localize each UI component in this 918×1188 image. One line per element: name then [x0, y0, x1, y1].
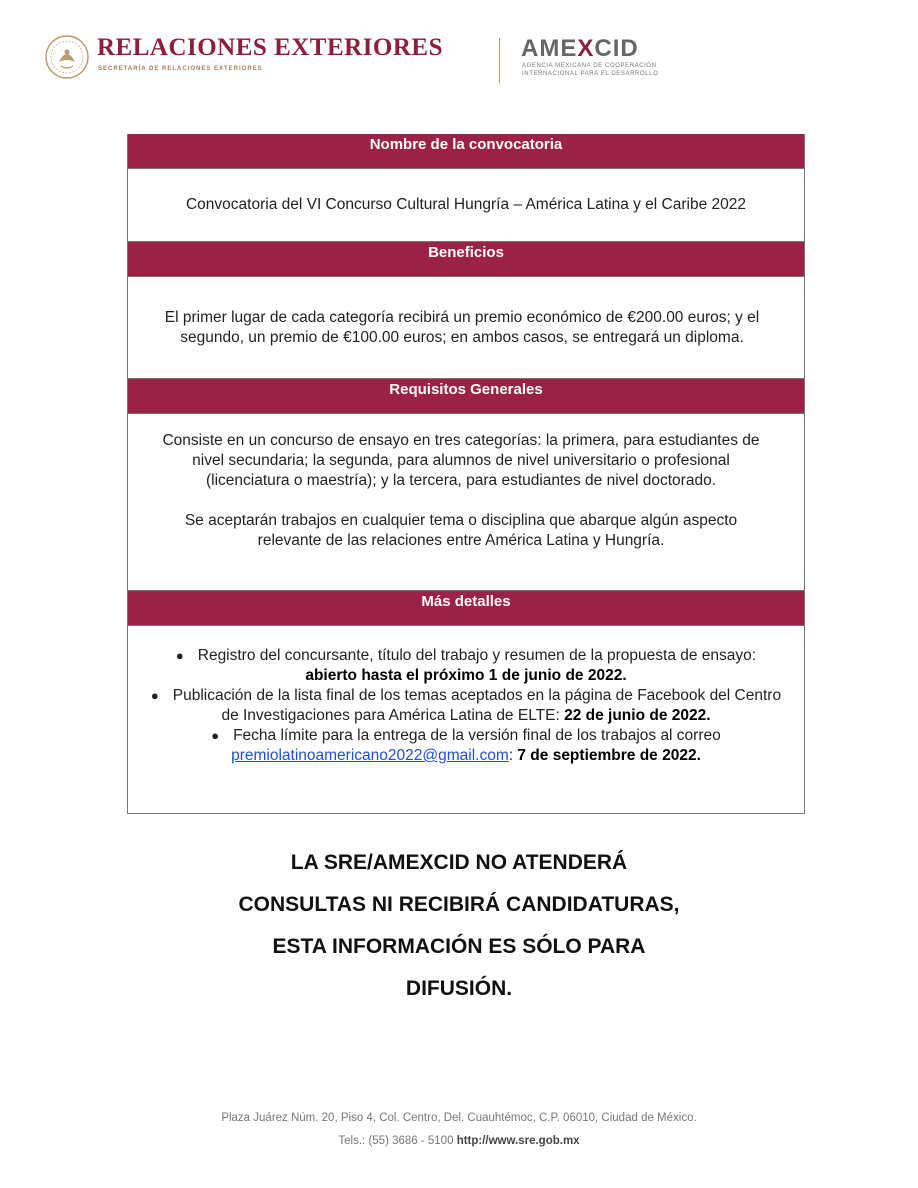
detalle-text: Publicación de la lista final de los temas aceptados en la página de Facebook del Centro de Investigaciones para América Latina de ELTE: [172, 687, 782, 724]
bullet-icon: ● [211, 728, 220, 743]
amexcid-logo-x: X [577, 35, 595, 62]
convocatoria-name: Convocatoria del VI Concurso Cultural Hungría – América Latina y el Caribe 2022 [185, 196, 747, 213]
letterhead [44, 30, 684, 86]
section-header-beneficios: Beneficios [128, 242, 804, 276]
footer [100, 1112, 818, 1147]
requisitos-paragraph-2: Se aceptarán trabajos en cualquier tema o disciplina que abarque algún aspecto relevante de las relaciones entre América Latina y Hungría. [184, 512, 738, 549]
amexcid-logo-prefix: AME [521, 35, 578, 62]
amexcid-logo-suffix: CID [594, 35, 639, 62]
sre-title: RELACIONES EXTERIORES [97, 34, 444, 61]
footer-url[interactable]: http://www.sre.gob.mx [456, 1135, 580, 1147]
footer-contact [100, 1135, 818, 1147]
notice-line-3: ESTA INFORMACIÓN ES SÓLO PARA [272, 935, 646, 958]
detalle-date: abierto hasta el próximo 1 de junio de 2022. [305, 667, 627, 684]
amexcid-logo [521, 35, 639, 63]
list-item [148, 726, 784, 766]
detalle-separator: : [508, 747, 518, 764]
notice-line-1: LA SRE/AMEXCID NO ATENDERÁ [290, 851, 628, 874]
section-header-nombre: Nombre de la convocatoria [128, 134, 804, 168]
section-body-beneficios [128, 276, 804, 379]
footer-phone: Tels.: (55) 3686 - 5100 [338, 1135, 454, 1147]
amexcid-subtitle-line1: AGENCIA MEXICANA DE COOPERACIÓN [522, 63, 657, 69]
section-header-requisitos: Requisitos Generales [128, 379, 804, 413]
detalle-text: Fecha límite para la entrega de la versión final de los trabajos al correo [233, 727, 721, 744]
email-link[interactable]: premiolatinoamericano2022@gmail.com [231, 747, 509, 764]
amexcid-subtitle [522, 63, 658, 78]
disclaimer-notice [150, 842, 768, 1010]
mexico-coat-of-arms-icon [44, 34, 90, 80]
header-divider [499, 38, 500, 83]
list-item [148, 646, 784, 686]
detalle-text: Registro del concursante, título del trabajo y resumen de la propuesta de ensayo: [197, 647, 757, 664]
detalle-date: 7 de septiembre de 2022. [517, 747, 701, 764]
bullet-icon: ● [175, 648, 184, 663]
beneficios-text: El primer lugar de cada categoría recibirá un premio económico de €200.00 euros; y el segundo, un premio de €100.00 euros; en ambos casos, se entregará un diploma. [164, 308, 760, 346]
section-body-detalles [128, 625, 804, 813]
footer-address: Plaza Juárez Núm. 20, Piso 4, Col. Centro, Del. Cuauhtémoc, C.P. 06010, Ciudad de México. [221, 1112, 697, 1124]
requisitos-paragraph-1: Consiste en un concurso de ensayo en tres categorías: la primera, para estudiantes de nivel secundaria; la segunda, para alumnos de nivel universitario o profesional (licenciatura o maestría); y la tercera, para estudiantes de nivel doctorado. [162, 432, 760, 489]
section-body-nombre [128, 168, 804, 242]
detalle-date: 22 de junio de 2022. [564, 707, 711, 724]
amexcid-subtitle-line2: INTERNACIONAL PARA EL DESARROLLO [522, 70, 659, 77]
notice-line-2: CONSULTAS NI RECIBIRÁ CANDIDATURAS, [238, 893, 680, 916]
call-info-table [127, 134, 805, 814]
list-item [148, 686, 784, 726]
bullet-icon: ● [150, 688, 159, 703]
section-header-detalles: Más detalles [128, 591, 804, 625]
notice-line-4: DIFUSIÓN. [405, 977, 513, 1000]
detalles-list [148, 646, 784, 766]
sre-subtitle: SECRETARÍA DE RELACIONES EXTERIORES [98, 66, 263, 72]
section-body-requisitos [128, 413, 804, 591]
